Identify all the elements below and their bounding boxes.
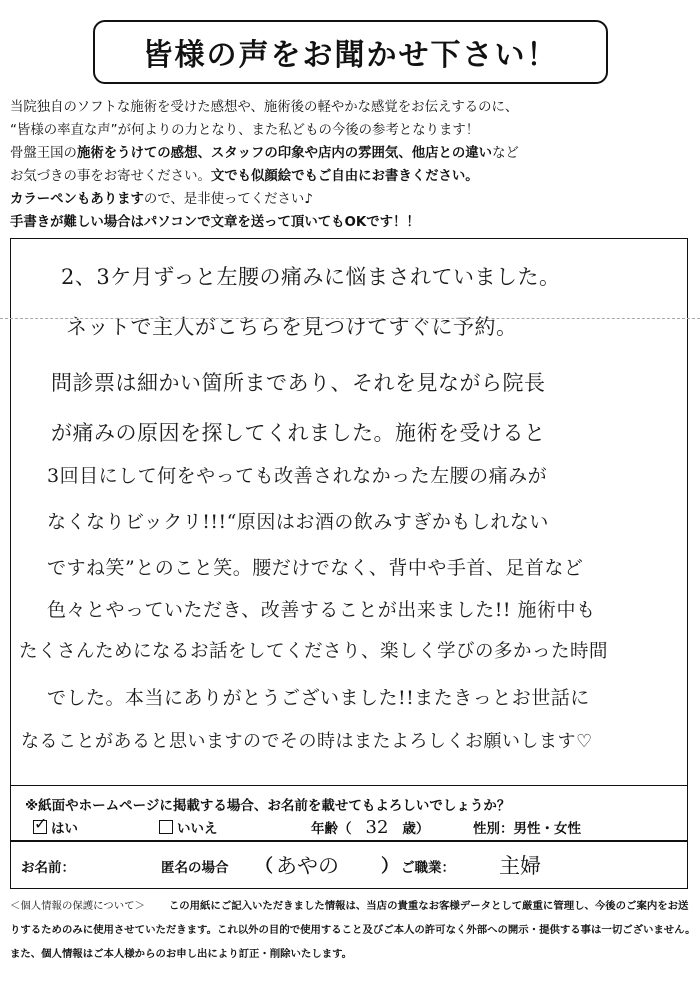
handwritten-text: なることがあると思いますのでその時はまたよろしくお願いします: [21, 731, 576, 752]
intro-line: [10, 188, 692, 211]
intro-text-segment: お気づきの事をお寄せください。: [10, 169, 211, 184]
no-label: いいえ: [177, 821, 218, 837]
consent-section: [10, 786, 688, 841]
option-no[interactable]: [159, 817, 218, 837]
anonymous-label: 匿名の場合: [161, 860, 229, 876]
testimonial-writing-area: [10, 238, 688, 786]
age-bracket-close: 歳）: [402, 821, 430, 837]
page-title: 皆様の声をお聞かせ下さい！: [142, 38, 559, 73]
privacy-line: りするためのみに使用させていただきます。これ以外の目的で使用すること及びご本人の許可なく外部への開示・提供する事は一切ございません。: [10, 924, 696, 936]
scan-divider: [0, 318, 700, 319]
name-section: [10, 841, 688, 889]
handwritten-line: 2、3ケ月ずっと左腰の痛みに悩まされていました。: [61, 265, 561, 289]
intro-text-segment: ので、是非使ってください♪: [143, 192, 313, 207]
age-value: 32: [365, 817, 389, 838]
handwritten-line: 問診票は細かい箇所まであり、それを見ながら院長: [51, 371, 546, 395]
intro-text-segment: など: [492, 146, 519, 161]
heart-icon: ♡: [576, 731, 593, 752]
handwritten-line: ネットで主人がこちらを見つけてすぐに予約。: [66, 315, 518, 339]
intro-line: 手書きが難しい場合はパソコンで文章を送って頂いてもOKです！！: [10, 215, 420, 230]
occupation-value: 主婦: [499, 854, 541, 878]
privacy-line: また、個人情報はご本人様からのお申し出により訂正・削除いたします。: [10, 948, 353, 960]
consent-question: ※紙面やホームページに掲載する場合、お名前を載せてもよろしいでしょうか？: [25, 798, 511, 814]
handwritten-line: が痛みの原因を探してくれました。施術を受けると: [51, 421, 546, 445]
gender-field: 性別：男性・女性: [473, 821, 581, 837]
privacy-heading: ＜個人情報の保護について＞: [10, 900, 145, 912]
intro-text-segment: 骨盤王国の: [10, 146, 77, 161]
handwritten-line: 色々とやっていただき、改善することが出来ました!! 施術中も: [47, 599, 596, 621]
age-field: [311, 817, 429, 838]
handwritten-line: 3回目にして何をやっても改善されなかった左腰の痛みが: [47, 465, 548, 487]
title-banner: [93, 20, 608, 84]
age-bracket-open: （: [338, 821, 352, 837]
privacy-notice: [10, 894, 694, 966]
handwritten-line: なくなりビックリ!!!“原因はお酒の飲みすぎかもしれない: [47, 511, 549, 533]
name-label: お名前：: [21, 860, 75, 876]
intro-text: [10, 96, 692, 234]
check-icon: ✓: [34, 814, 48, 833]
handwritten-line: [21, 727, 593, 753]
yes-label: はい: [51, 821, 78, 837]
age-label: 年齢: [311, 821, 338, 837]
intro-line: “皆様の率直な声”が何よりの力となり、また私どもの今後の参考となります！: [10, 123, 480, 138]
checkbox-yes[interactable]: [33, 814, 48, 834]
anonymous-name-value: あやの: [276, 854, 339, 878]
privacy-line: [10, 894, 694, 918]
privacy-text: この用紙にご記入いただきました情報は、当店の貴重なお客様データとして厳重に管理し、今後のご案内をお送: [168, 900, 689, 912]
intro-line: 当院独自のソフトな施術を受けた感想や、施術後の軽やかな感覚をお伝えするのに、: [10, 100, 519, 115]
intro-bold-segment: 文でも似顔絵でもご自由にお書きください。: [210, 169, 479, 184]
anonymous-bracket-open: （: [255, 856, 273, 877]
occupation-label: ご職業：: [401, 860, 455, 876]
intro-line: [10, 165, 692, 188]
handwritten-line: たくさんためになるお話をしてくださり、楽しく学びの多かった時間: [19, 641, 609, 662]
intro-bold-segment: 施術をうけての感想、スタッフの印象や店内の雰囲気、他店との違い: [76, 146, 493, 161]
anonymous-bracket-close: ）: [381, 856, 399, 877]
intro-bold-segment: カラーペンもあります: [10, 192, 144, 207]
option-yes[interactable]: [33, 814, 78, 837]
checkbox-no[interactable]: [159, 820, 173, 834]
handwritten-line: ですね笑”とのこと笑。腰だけでなく、背中や手首、足首など: [47, 557, 584, 579]
intro-line: [10, 142, 692, 165]
handwritten-line: でした。本当にありがとうございました!!またきっとお世話に: [47, 687, 590, 709]
